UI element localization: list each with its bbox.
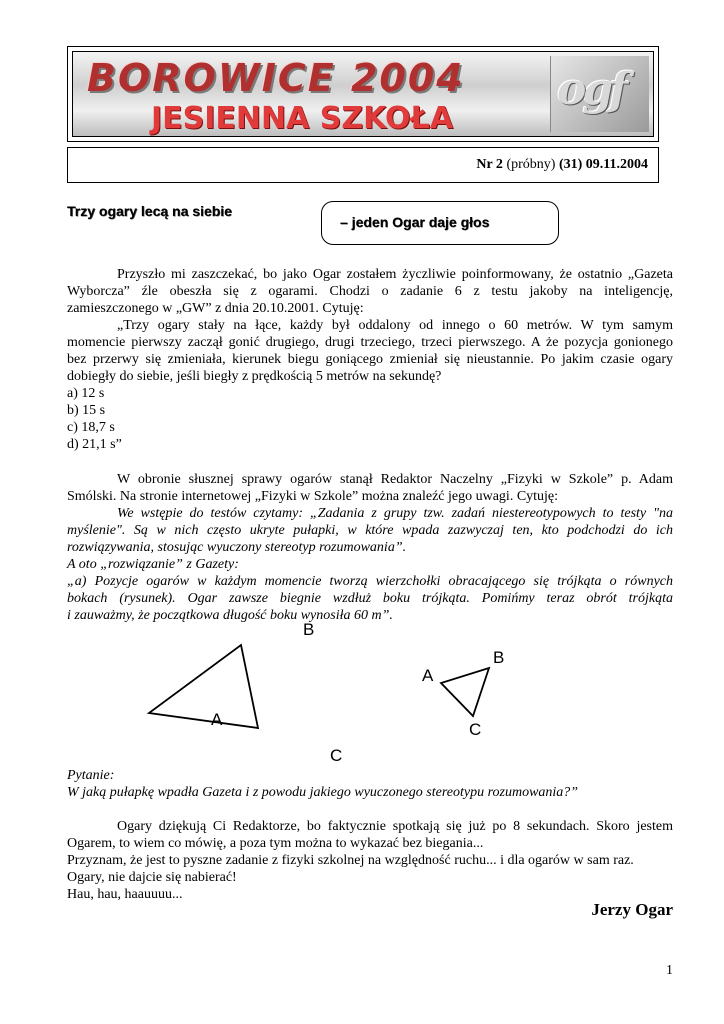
logo [550, 56, 649, 132]
logo-text: ogf [557, 64, 625, 115]
answer-option: b) 15 s [67, 403, 106, 418]
quote-line: A oto „rozwiązanie” z Gazety: [67, 557, 239, 572]
issue-line [476, 157, 648, 173]
issue-date: (31) 09.11.2004 [558, 157, 648, 172]
answer-option: a) 12 s [67, 386, 105, 401]
paragraph-line: W obronie słusznej sprawy ogarów stanął Redaktor Naczelny „Fizyki w Szkole” p. Adam [117, 472, 673, 487]
paragraph-line: Hau, hau, haauuuu... [67, 887, 183, 902]
quote-line: bez przerwy się zmieniała, kierunek biegu goniącego zmieniał się nieustannie. Po jakim czasie ogary [67, 352, 673, 367]
large-label-a: A [211, 710, 223, 729]
small-label-c: C [469, 720, 482, 739]
speech-bubble [321, 201, 559, 245]
large-label-c: C [330, 746, 343, 765]
quote-line: rozwiązywania, stosując wyuczony stereotyp rozumowania”. [67, 540, 407, 555]
small-triangle [441, 668, 489, 716]
quote-line: i zauważmy, że początkowa długość boku wynosiła 60 m”. [67, 608, 393, 623]
paragraph-line: zamieszczonego w „GW” z dnia 20.10.2001. Cytuję: [67, 301, 364, 316]
paragraph-line: Smólski. Na stronie internetowej „Fizyki w Szkole” można znaleźć jego uwagi. Cytuję: [67, 489, 559, 504]
paragraph-line: Przyszło mi zaszczekać, bo jako Ogar zostałem życzliwie poinformowany, że ostatnio „Gazeta [117, 267, 673, 282]
question-heading: Pytanie: [67, 768, 115, 783]
answer-option: d) 21,1 s” [67, 437, 122, 452]
quote-line: momencie pierwszy zaczął gonić drugiego, drugi trzeciego, trzeci pierwszego. A że pozycja gonionego [67, 335, 673, 350]
paragraph-line: Wyborcza” źle obeszła się z ogarami. Chodzi o zadanie 6 z testu jakoby na inteligencję, [67, 284, 673, 299]
large-label-b: B [303, 620, 315, 639]
issue-number: Nr 2 [476, 157, 503, 172]
quote-line: dobiegły do siebie, jeśli biegły z prędkością 5 metrów na sekundę? [67, 369, 442, 384]
triangles-figure [67, 615, 673, 767]
paragraph-line: Przyznam, że jest to pyszne zadanie z fizyki szkolnej na względność ruchu... i dla ogarów w sam raz. [67, 853, 634, 868]
banner-background [72, 51, 654, 137]
large-triangle [149, 645, 258, 728]
quote-line: bokach (rysunek). Ogar zawsze biegnie wzdłuż boku trójkąta. Pomińmy teraz obrót trójkąta [67, 591, 673, 606]
paragraph-line: Ogarem, to wiem co mówię, a poza tym można to wykazać bez biegania... [67, 836, 484, 851]
quote-line: „a) Pozycje ogarów w każdym momencie tworzą wierzchołki obracającego się trójkąta o równych [67, 574, 673, 589]
paragraph-line: Ogary, nie dajcie się nabierać! [67, 870, 237, 885]
issue-box [67, 147, 659, 183]
issue-trial: (próbny) [506, 157, 556, 172]
bubble-text: – jeden Ogar daje głos [340, 214, 490, 230]
header-banner [67, 46, 659, 142]
paragraph-line: Ogary dziękują Ci Redaktorze, bo faktycznie spotkają się już po 8 sekundach. Skoro jestem [117, 819, 673, 834]
quote-line: „Trzy ogary stały na łące, każdy był oddalony od innego o 60 metrów. W tym samym [117, 318, 673, 333]
banner-subtitle: JESIENNA SZKOŁA [151, 101, 454, 136]
small-label-b: B [493, 648, 505, 667]
banner-title: BOROWICE 2004 [87, 56, 465, 100]
signature: Jerzy Ogar [591, 900, 673, 919]
quote-line: myślenie". Są w nich często ukryte pułapki, w które wpada zazwyczaj ten, kto podchodzi do ich [67, 523, 673, 538]
page-number: 1 [666, 963, 673, 978]
article-title: Trzy ogary lecą na siebie [67, 203, 232, 219]
question-text: W jaką pułapkę wpadła Gazeta i z powodu jakiego wyuczonego stereotypu rozumowania?” [67, 785, 579, 800]
answer-option: c) 18,7 s [67, 420, 115, 435]
quote-line: We wstępie do testów czytamy: „Zadania z grupy tzw. zadań niestereotypowych to testy "na [117, 506, 673, 521]
small-label-a: A [422, 666, 434, 685]
